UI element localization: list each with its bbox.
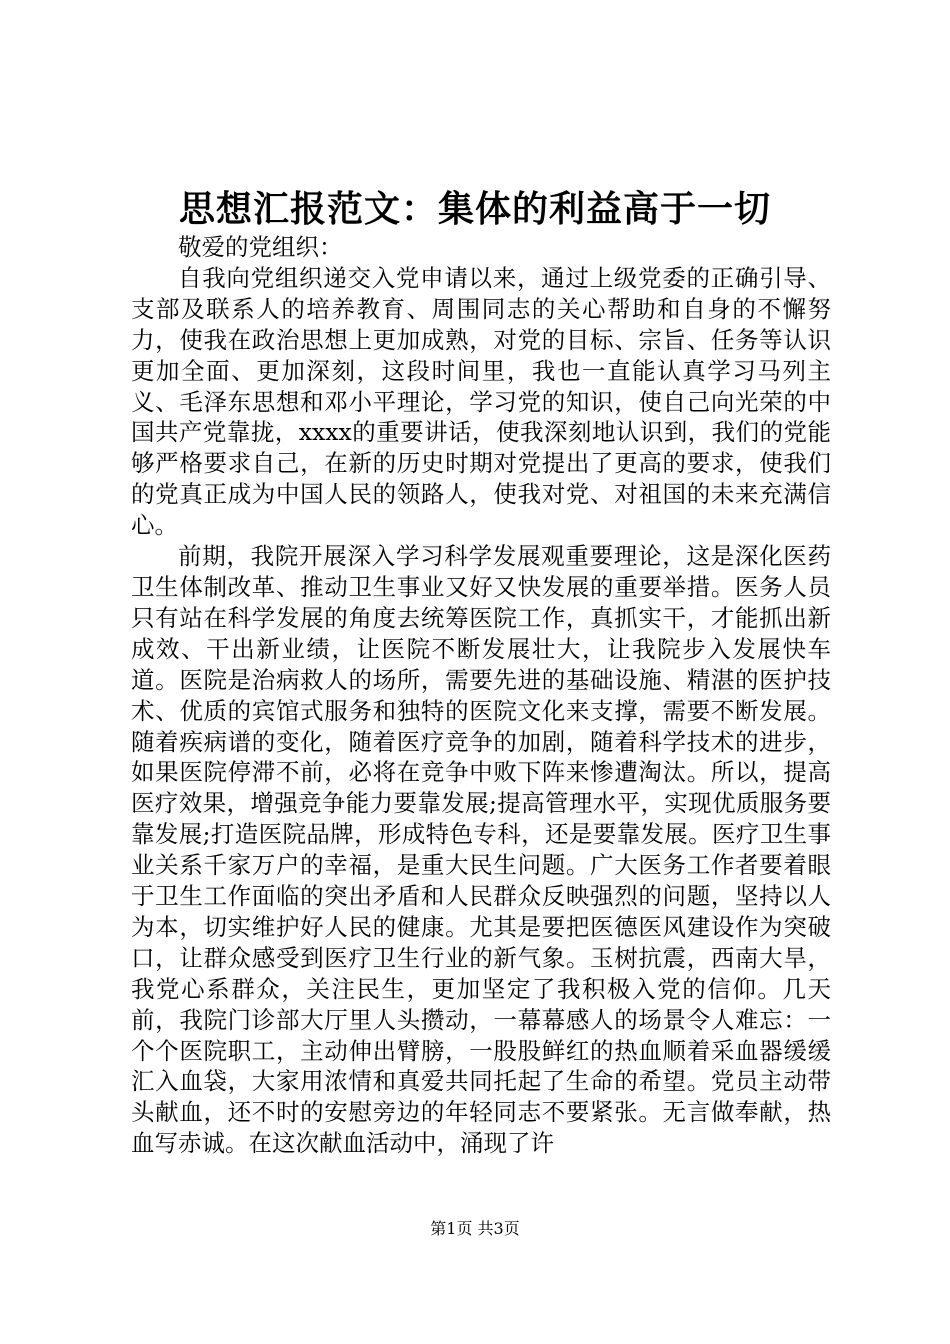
document-title: 思想汇报范文：集体的利益高于一切 <box>178 188 771 230</box>
page-indicator: 第1页 共3页 <box>430 1219 520 1238</box>
salutation: 敬爱的党组织： <box>178 233 343 261</box>
paragraph-2: 前期，我院开展深入学习科学发展观重要理论，这是深化医药卫生体制改革、推动卫生事业又好又快发展的重要举措。医务人员只有站在科学发展的角度去统筹医院工作，真抓实干，才能抓出新成效、干出新业绩，让医院不断发展壮大，让我院步入发展快车道。医院是治病救人的场所，需要先进的基础设施、精湛的医护技术、优质的宾馆式服务和独特的医院文化来支撑，需要不断发展。随着疾病谱的变化，随着医疗竞争的加剧，随着科学技术的进步，如果医院停滞不前，必将在竞争中败下阵来惨遭淘汰。所以，提高医疗效果，增强竞争能力要靠发展;提高管理水平，实现优质服务要靠发展;打造医院品牌，形成特色专科，还是要靠发展。医疗卫生事业关系千家万户的幸福，是重大民生问题。广大医务工作者要着眼于卫生工作面临的突出矛盾和人民群众反映强烈的问题，坚持以人为本，切实维护好人民的健康。尤其是要把医德医风建设作为突破口，让群众感受到医疗卫生行业的新气象。玉树抗震，西南大旱，我党心系群众，关注民生，更加坚定了我积极入党的信仰。几天前，我院门诊部大厅里人头攒动，一幕幕感人的场景令人难忘：一个个医院职工，主动伸出臂膀，一股股鲜红的热血顺着采血器缓缓汇入血袋，大家用浓情和真爱共同托起了生命的希望。党员主动带头献血，还不时的安慰旁边的年轻同志不要紧张。无言做奉献，热血写赤诚。在这次献血活动中，涌现了许 <box>131 542 831 1158</box>
paragraph-1: 自我向党组织递交入党申请以来，通过上级党委的正确引导、支部及联系人的培养教育、周围同志的关心帮助和自身的不懈努力，使我在政治思想上更加成熟，对党的目标、宗旨、任务等认识更加全面、更加深刻，这段时间里，我也一直能认真学习马列主义、毛泽东思想和邓小平理论，学习党的知识，使自己向光荣的中国共产党靠拢，xxxx的重要讲话，使我深刻地认识到，我们的党能够严格要求自己，在新的历史时期对党提出了更高的要求，使我们的党真正成为中国人民的领路人，使我对党、对祖国的未来充满信心。 <box>131 263 831 540</box>
document-body <box>131 232 831 1159</box>
